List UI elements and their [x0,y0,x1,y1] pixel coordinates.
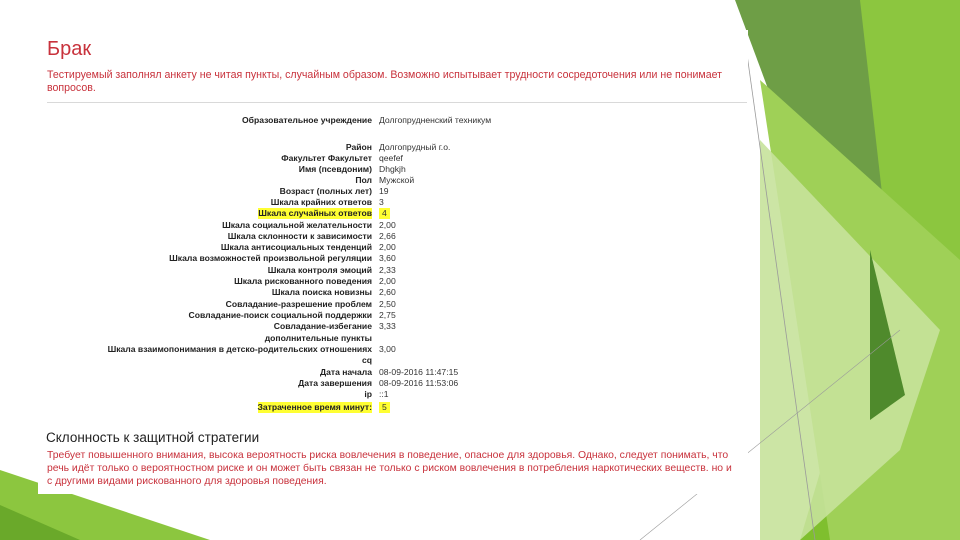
row-value: Долгопрудный г.о. [379,142,451,152]
row-label: Шкала возможностей произвольной регуляции [169,253,372,263]
table-row [38,175,558,186]
row-value: 4 [379,208,390,219]
row-value: 2,33 [379,265,396,275]
row-label: Возраст (полных лет) [279,186,372,196]
table-row [38,402,558,413]
table-row [38,265,558,276]
row-value: 2,66 [379,231,396,241]
row-label: ip [364,389,372,399]
row-value: Долгопрудненский техникум [379,115,492,125]
row-label: Затраченное время минут: [257,402,372,412]
table-row [38,276,558,287]
slide-content [38,30,748,494]
row-value: Dhgkjh [379,164,406,174]
section-description-defensive-strategy: Требует повышенного внимания, высока вероятность риска вовлечения в поведение, опасное для здоровья. Однако, следует понимать, что речь идёт только о вероятностном риске и он может быть связан не только с риском вовлечения в потребления наркотических веществ. но и с другими видами рискованного для здоровья поведения. [47,450,732,487]
row-value: 2,75 [379,310,396,320]
table-row [38,186,558,197]
row-value: 08-09-2016 11:47:15 [379,367,459,377]
row-value: 5 [379,402,390,413]
table-row [38,242,558,253]
table-row [38,115,558,126]
table-row [38,253,558,264]
table-row [38,355,558,366]
table-row [38,344,558,355]
divider-line [47,102,747,103]
row-label: Дата начала [319,367,372,377]
row-label: Шкала крайних ответов [270,197,372,207]
row-value: 2,50 [379,299,396,309]
table-row [38,333,558,344]
row-label: Шкала социальной желательности [222,220,372,230]
row-label: Имя (псевдоним) [298,164,372,174]
row-value: 3,33 [379,321,396,331]
row-value: 2,00 [379,220,396,230]
table-row [38,378,558,389]
row-label: Шкала склонности к зависимости [227,231,372,241]
table-row [38,287,558,298]
row-value: 2,00 [379,276,396,286]
row-label: cq [361,355,372,365]
row-value: 2,60 [379,287,396,297]
row-label: Совладание-поиск социальной поддержки [188,310,372,320]
table-row [38,164,558,175]
table-row [38,321,558,332]
table-row [38,197,558,208]
table-row [38,220,558,231]
table-row [38,310,558,321]
table-row [38,367,558,378]
row-value: qeefef [379,153,403,163]
table-row [38,389,558,400]
row-label: Шкала взаимопонимания в детско-родительских отношениях [107,344,372,354]
row-value: 3,00 [379,344,396,354]
section-description-brak: Тестируемый заполнял анкету не читая пункты, случайным образом. Возможно испытывает трудности сосредоточения или не понимает вопросов. [47,69,723,94]
section-title-defensive-strategy: Склонность к защитной стратегии [46,430,260,445]
row-value: ::1 [379,389,389,399]
row-label: Дата завершения [298,378,372,388]
row-label: Совладание-избегание [273,321,372,331]
row-label: Пол [355,175,372,185]
row-value: 3 [379,197,384,207]
row-label: Шкала контроля эмоций [267,265,372,275]
row-label: дополнительные пункты [264,333,372,343]
row-label: Образовательное учреждение [242,115,372,125]
row-label: Шкала поиска новизны [271,287,372,297]
row-value: 2,00 [379,242,396,252]
row-value: Мужской [379,175,415,185]
row-label: Район [345,142,372,152]
row-label: Шкала случайных ответов [258,208,372,218]
table-row [38,153,558,164]
section-title-brak: Брак [47,38,92,60]
row-label: Шкала антисоциальных тенденций [220,242,372,252]
row-label: Шкала рискованного поведения [234,276,372,286]
row-label: Совладание-разрешение проблем [225,299,372,309]
row-label: Факультет Факультет [281,153,372,163]
table-row [38,299,558,310]
table-row [38,231,558,242]
table-row [38,142,558,153]
row-value: 19 [379,186,389,196]
row-value: 08-09-2016 11:53:06 [379,378,459,388]
table-row [38,208,558,219]
row-value: 3,60 [379,253,396,263]
